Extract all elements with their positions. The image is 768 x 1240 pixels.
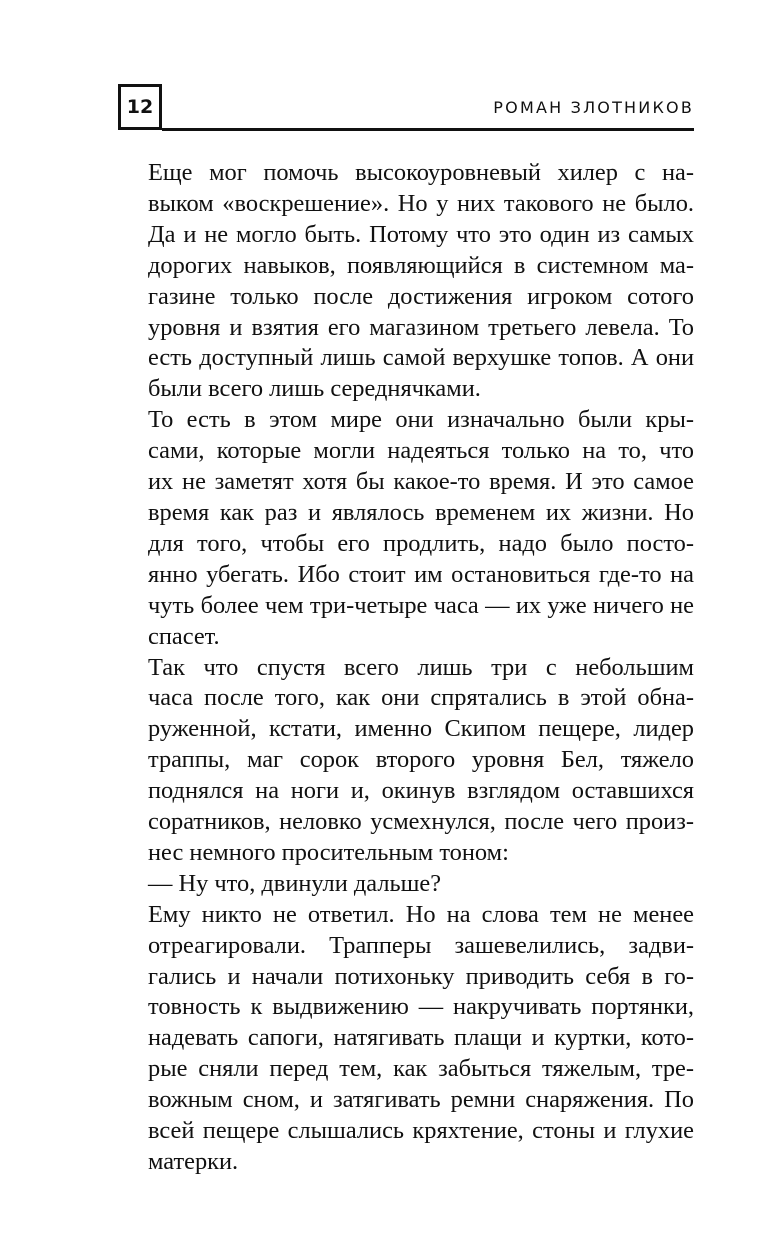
text-line: рые сняли перед тем, как забыться тяжелым, тре- xyxy=(148,1055,694,1083)
text-line: всей пещере слышались кряхтение, стоны и глухие xyxy=(148,1117,694,1145)
text-line: их не заметят хотя бы какое-то время. И это самое xyxy=(148,468,694,496)
text-line: То есть в этом мире они изначально были кры- xyxy=(148,406,694,434)
paragraph-4-dialogue xyxy=(118,869,694,900)
text-line: — Ну что, двинули дальше? xyxy=(148,869,442,897)
text-line: Да и не могло быть. Потому что это один из самых xyxy=(148,220,694,248)
text-line: газине только после достижения игроком сотого xyxy=(148,282,694,310)
text-line: соратников, неловко усмехнулся, после чего произ- xyxy=(148,808,694,836)
text-line: товность к выдвижению — накручивать портянки, xyxy=(148,993,694,1021)
text-line: были всего лишь середнячками. xyxy=(148,375,481,403)
text-line: вожным сном, и затягивать ремни снаряжения. По xyxy=(148,1086,694,1114)
text-line: спасет. xyxy=(148,622,220,650)
text-line: выком «воскрешение». Но у них такового не было. xyxy=(148,189,694,217)
paragraph-2 xyxy=(118,405,694,652)
text-line: чуть более чем три-четыре часа — их уже ничего не xyxy=(148,591,694,619)
text-line: Еще мог помочь высокоуровневый хилер с на- xyxy=(148,159,694,186)
text-line: часа после того, как они спрятались в этой обна- xyxy=(148,684,694,712)
text-line: руженной, кстати, именно Скипом пещере, лидер xyxy=(148,715,694,743)
text-line: гались и начали потихоньку приводить себя в го- xyxy=(148,962,694,990)
text-line: уровня и взятия его магазином третьего левела. То xyxy=(148,313,694,341)
text-line: траппы, маг сорок второго уровня Бел, тяжело xyxy=(148,746,694,774)
text-line: поднялся на ноги и, окинув взглядом оставшихся xyxy=(148,777,694,805)
text-line: надевать сапоги, натягивать плащи и куртки, кото- xyxy=(148,1024,694,1052)
text-line: Ему никто не ответил. Но на слова тем не менее xyxy=(148,900,694,928)
text-line: дорогих навыков, появляющийся в системном ма- xyxy=(148,251,694,279)
paragraph-5 xyxy=(118,900,694,1178)
text-line: для того, чтобы его продлить, надо было посто- xyxy=(148,529,694,557)
page-number: 12 xyxy=(118,84,162,130)
paragraph-3 xyxy=(118,653,694,869)
text-line: сами, которые могли надеяться только на то, что xyxy=(148,437,694,465)
running-head-author: РОМАН ЗЛОТНИКОВ xyxy=(493,98,694,117)
paragraph-1 xyxy=(118,158,694,405)
text-line: время как раз и являлось временем их жизни. Но xyxy=(148,498,694,526)
header-rule xyxy=(162,128,694,131)
text-line: янно убегать. Ибо стоит им остановиться где-то на xyxy=(148,560,694,588)
text-line: матерки. xyxy=(148,1148,239,1175)
page-header xyxy=(118,84,694,134)
text-line: отреагировали. Трапперы зашевелились, задви- xyxy=(148,931,694,959)
text-line: нес немного просительным тоном: xyxy=(148,838,509,866)
body-text xyxy=(118,158,694,1178)
text-line: есть доступный лишь самой верхушке топов. А они xyxy=(148,344,694,372)
text-line: Так что спустя всего лишь три с небольшим xyxy=(148,653,694,681)
